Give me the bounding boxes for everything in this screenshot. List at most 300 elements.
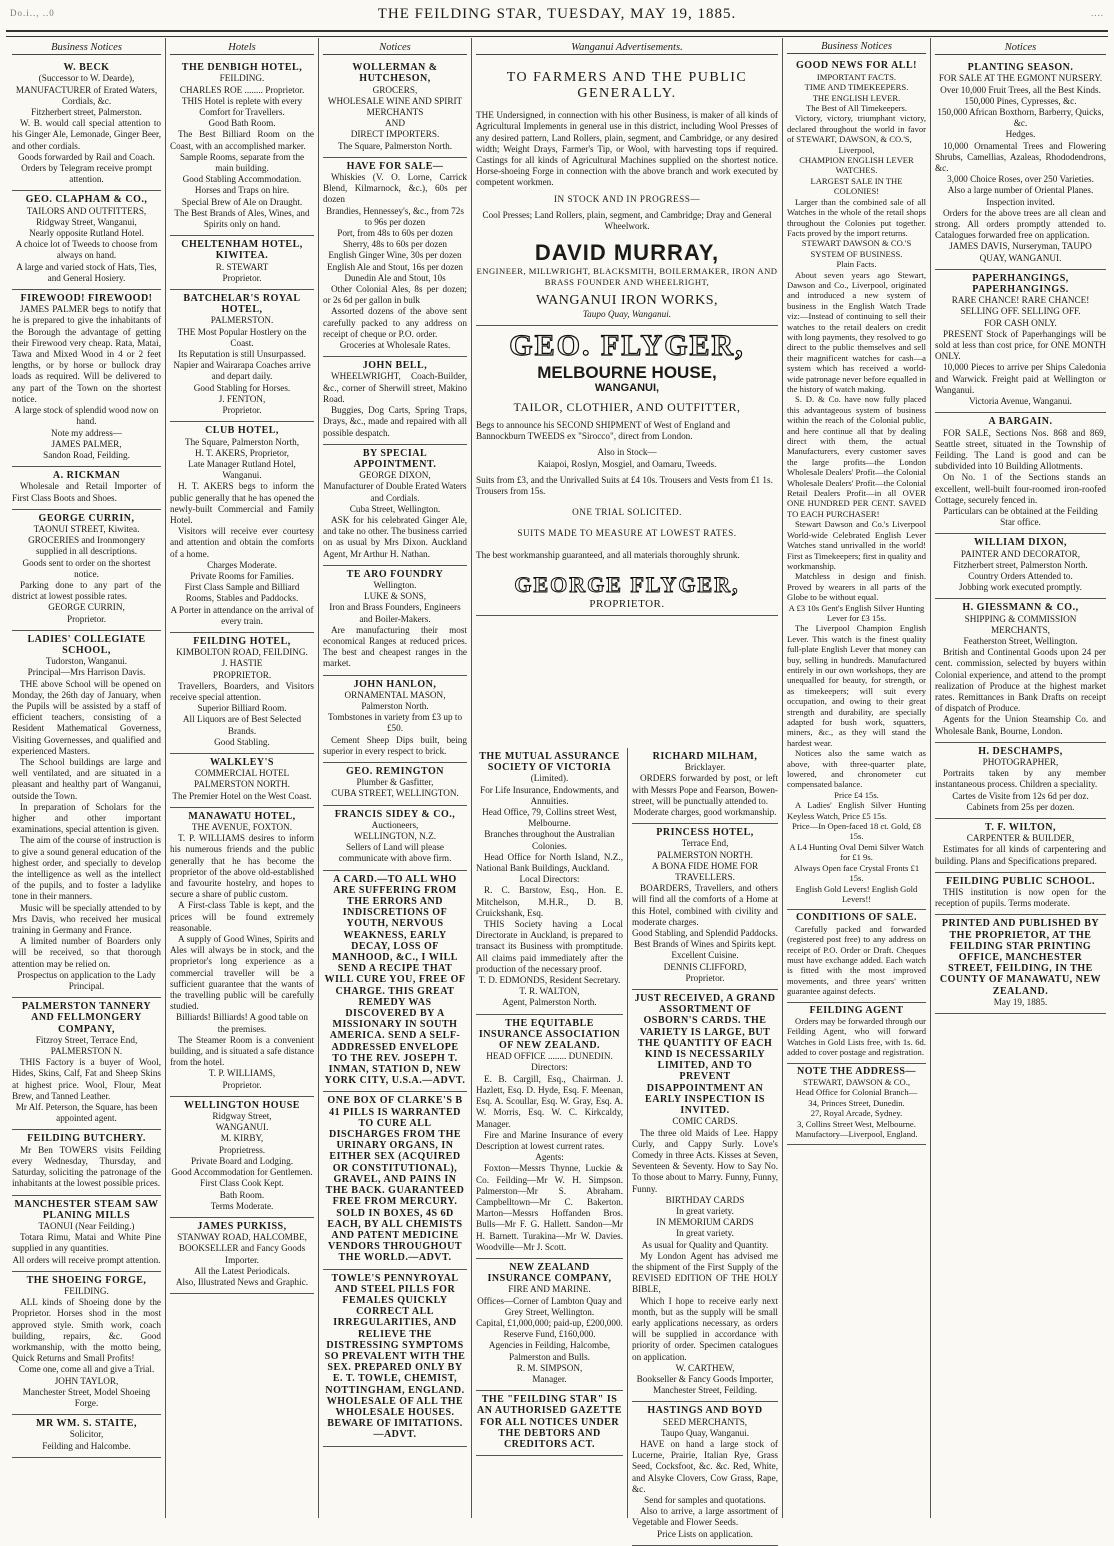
ad-flyger	[476, 326, 778, 616]
ad-heading: A. RICKMAN	[52, 470, 121, 482]
ad-line: Liverpool,	[838, 144, 875, 155]
ad-line: Cement Sheep Dips built, being superior in every respect to brick.	[323, 734, 467, 756]
ad-line: IMPORTANT FACTS.	[816, 71, 897, 82]
advertisement	[787, 910, 926, 1002]
ad-line: Wholesale and Retail Importer of First Class Boots and Shoes.	[12, 481, 161, 503]
advertisement	[170, 422, 314, 633]
ad-line: Good Stabling for Horses.	[193, 382, 291, 393]
ad-line: Auctioneers,	[371, 819, 419, 830]
ad-line: R. STEWART	[215, 261, 269, 272]
ad-line: Charges Moderate.	[207, 559, 277, 570]
ad-heading: THE EQUITABLE INSURANCE ASSOCIATION OF NEW ZEALAND.	[478, 1017, 621, 1052]
ad-line: GEORGE CURRIN,	[48, 602, 125, 613]
ad-line: WELLINGTON, N.Z.	[354, 831, 436, 841]
ad-line: 10,000 Pieces to arrive per Ships Caledonia and Warwick. Freight paid at Wellington or Wanganui.	[935, 362, 1106, 395]
ad-line: Plain Facts.	[836, 259, 877, 270]
ad-line: Agencies in Feilding, Halcombe, Palmerston and Bulls.	[488, 1340, 611, 1362]
ad-line: T. P. WILLIAMS desires to inform his numerous friends and the public generally that he has become the proprietor of the above old-established and favourite hostelry, and hopes to secure a share of public custom.	[170, 833, 314, 900]
advertisement	[12, 1130, 161, 1195]
flyger-signature: GEORGE FLYGER,	[514, 571, 740, 597]
advertisement	[935, 819, 1106, 873]
ad-line: CHARLES ROE ........ Proprietor.	[179, 84, 305, 95]
ad-line: The School buildings are large and well ventilated, and are situated in a pleasant and healthy part of Wanganui, outside the Town.	[12, 756, 161, 801]
ad-heading: A BARGAIN.	[988, 416, 1053, 428]
ad-line: DIRECT IMPORTERS.	[350, 129, 440, 140]
ad-line: TAONUI (Near Feilding.)	[38, 1220, 135, 1231]
ad-line: Manchester Street, Feilding.	[652, 1385, 758, 1396]
ad-line: LUKE & SONS,	[363, 591, 427, 602]
advertisement	[12, 290, 161, 467]
ad-line: Wellington.	[373, 579, 417, 590]
ad-line: Good Stabling.	[214, 736, 270, 747]
ad-heading: H. GIESSMANN & CO.,	[962, 602, 1079, 614]
column-wanganui-advertisements	[472, 42, 782, 747]
ad-line: Jobbing work executed promptly.	[959, 582, 1082, 593]
ad-line: Moderate charges, good workmanship.	[633, 807, 777, 818]
ad-line: Bath Room.	[219, 1189, 265, 1200]
ad-line: Mr Alf. Peterson, the Square, has been appointed agent.	[15, 1102, 158, 1124]
ad-line: E. B. Cargill, Esq., Chairman. J. Hazlett, Esq. D. Hyde, Esq. F. Meenan, Esq. A. Scoullar, Esq. W. Gray, Esq. A. W. Morris, Esq. W. C. Kirkcaldy, Manager.	[476, 1073, 623, 1129]
ad-line: Mr Ben TOWERS visits Feilding every Wednesday, Thursday, and Saturday, soliciting the patronage of the inhabitants at the lowest possible prices.	[12, 1144, 161, 1189]
ad-line: Victory, victory, triumphant victory, declared throughout the world in favor of STEWART, DAWSON, & CO.'S,	[787, 113, 926, 145]
ad-line: English Ginger Wine, 30s per dozen	[328, 250, 462, 261]
ad-line: Good Accommodation for Gentlemen.	[171, 1167, 313, 1178]
ad-line: The three old Maids of Lee. Happy Curly, and Cappy Surly. Love's Comedy in three Acts. Kisses at Seven, Seventeen & Seventy. How to Say No. To those about to Marry. Funny, Funny, Funny.	[632, 1127, 778, 1194]
ad-line: STEWART DAWSON & CO.'S SYSTEM OF BUSINESS.	[801, 238, 912, 259]
ad-heading: PAPERHANGINGS, PAPERHANGINGS.	[972, 272, 1069, 296]
advertisement	[323, 445, 467, 566]
ad-line: Sandon Road, Feilding.	[43, 449, 130, 460]
ad-line: The Liverpool Champion English Lever. This watch is the finest quality full-plate English Lever that money can buy, selling in hundreds. Manufactured entirely in our own workshops, they are unequalled for beauty, for strength, or as timekeepers; will suit every occupation, and owing to their great strength and durability, are specially adapted for bush work, squatters, miners, &c., as they will stand the hardest wear.	[787, 623, 926, 748]
ad-line: Head Office for North Island, N.Z., National Bank Buildings, Auckland.	[476, 851, 623, 874]
ad-line: Cartes de Visite from 12s 6d per doz.	[952, 790, 1089, 801]
ad-line: Particulars can be obtained at the Feilding Star office.	[943, 505, 1098, 528]
ad-line: Fitzherbert street, Palmerston North.	[953, 559, 1088, 570]
ad-line: Good Stabling, and Splendid Paddocks.	[632, 928, 778, 939]
ad-line: Special Brew of Ale on Draught.	[181, 196, 303, 207]
ad-heading: WOLLERMAN & HUTCHESON,	[352, 62, 438, 85]
ad-line: Victoria Avenue, Wanganui.	[969, 396, 1072, 407]
ad-line: Note my address—	[51, 427, 122, 438]
ad-line: SHIPPING & COMMISSION MERCHANTS,	[964, 613, 1077, 635]
ad-heading: MANAWATU HOTEL,	[188, 810, 296, 822]
ad-line: THE ENGLISH LEVER.	[812, 92, 901, 103]
ad-line: Nearly opposite Rutland Hotel.	[29, 228, 144, 239]
ad-line: TAILORS AND OUTFITTERS,	[26, 205, 147, 216]
advertisement	[12, 191, 161, 290]
ad-line: Prospectus on application to the Lady Principal.	[17, 969, 156, 992]
ad-line: Proprietor.	[685, 972, 725, 983]
column-header: Business Notices	[787, 42, 926, 54]
ad-line: Best Brands of Wines and Spirits kept.	[633, 939, 777, 950]
ad-line: Head Office for Colonial Branch—	[795, 1087, 918, 1098]
ad-line: 34, Princes Street, Dunedin.	[808, 1097, 905, 1108]
ad-line: Assorted dozens of the above sent carefully packed to any address on receipt of cheque or P.O. order.	[323, 306, 467, 339]
ad-farmers	[476, 59, 778, 326]
ad-line: H. T. AKERS begs to inform the public generally that he has opened the newly-built Commercial and Family Hotel.	[170, 481, 314, 525]
ad-line: A large stock of splendid wood now on hand.	[14, 405, 159, 427]
advertisement	[632, 748, 778, 824]
ad-line: WHOLESALE WINE AND SPIRIT	[327, 95, 463, 106]
advertisement	[12, 1272, 161, 1415]
advertisement	[935, 873, 1106, 916]
ad-line: Orders by Telegram receive prompt attention.	[21, 163, 152, 185]
ad-heading: RICHARD MILHAM,	[652, 751, 758, 762]
ad-line: H. T. AKERS, Proprietor,	[195, 447, 289, 458]
advertisement	[12, 59, 161, 191]
column-notices-right	[931, 42, 1110, 1516]
ad-line: A Ladies' English Silver Hunting Keyless Watch, Price £5 15s.	[787, 800, 926, 821]
ad-line: SEED MERCHANTS,	[662, 1416, 748, 1427]
ad-heading: W. BECK	[63, 62, 110, 74]
ad-line: Proprietor.	[222, 405, 262, 416]
ad-line: For Life Insurance, Endowments, and Annuities.	[480, 784, 619, 806]
flyger-proprietor: PROPRIETOR.	[589, 597, 665, 610]
ad-heading: PRINTED AND PUBLISHED BY THE PROPRIETOR, AT THE FEILDING STAR PRINTING OFFICE, MANCHESTER STREET, FEILDING, IN THE COUNTY OF MANAWATU, NEW ZEALAND.	[939, 918, 1102, 997]
column-header: Wanganui Advertisements.	[476, 42, 778, 55]
ad-line: The Square, Palmerston North.	[337, 140, 453, 151]
ad-line: (Successor to W. Dearde),	[38, 73, 135, 84]
ad-line: J. HASTIE	[221, 658, 263, 669]
ad-line: Palmerston North.	[361, 700, 429, 711]
flyger-stock-list: Kaiapoi, Roslyn, Mosgiel, and Oamaru, Tweeds.	[537, 458, 717, 469]
ad-line: Directors:	[531, 1062, 568, 1073]
ad-line: Feilding and Halcombe.	[42, 1440, 131, 1451]
ad-line: Agent, Palmerston North.	[502, 997, 597, 1008]
ad-line: BOOKSELLER and Fancy Goods Importer.	[178, 1243, 306, 1265]
ad-line: Country Orders Attended to.	[968, 570, 1073, 581]
ad-line: WHEELWRIGHT, Coach-Builder, &c., corner of Sherwill street, Makino Road.	[323, 371, 467, 404]
ad-heading: CHELTENHAM HOTEL, KIWITEA.	[181, 239, 303, 262]
ad-line: Tudorston, Wanganui.	[45, 656, 128, 667]
ad-line: Carefully packed and forwarded (registered post free) to any address on receipt of P.O. Order or Draft. Cheques must have exchange added. Each watch is fitted with the most improved movements, and three years' written guarantee against defects.	[787, 923, 926, 997]
farmers-body: THE Undersigned, in connection with his other Business, is maker of all kinds of Agricultural Implements in general use in this district, including Wool Presses of any desired pattern, Land Rollers, plain, segment, and Cambridge, or any desired width; Weight Drays, Farmer's Tip, or Wool, with harvesting tops if required. Castings for all kinds of Agricultural Machines supplied on the shortest notice. Horse-shoeing Forge in connection with the above branch and work executed by competent workmen.	[476, 110, 778, 188]
ad-line: Notices also the same watch as above, with three-quarter plate, lowered, and chronometer cut compensated balance.	[787, 748, 926, 790]
ad-line: Its Reputation is still Unsurpassed.	[178, 349, 306, 360]
ad-line: British and Continental Goods upon 24 per cent. commission, selected by buyers within Colonial experience, and attend to the prompt realization of Produce at the highest market rates. Remittances in Bank Drafts on receipt of dispatch of Produce.	[935, 647, 1106, 714]
murray-name: DAVID MURRAY,	[534, 240, 720, 266]
ad-line: Price Lists on application.	[657, 1528, 753, 1539]
advertisement	[12, 1415, 161, 1458]
murray-works: WANGANUI IRON WORKS,	[535, 292, 718, 308]
ad-line: The Premier Hotel on the West Coast.	[172, 790, 312, 801]
ad-heading: NEW ZEALAND INSURANCE COMPANY,	[487, 1261, 612, 1285]
ad-line: Taupo Quay, Wanganui.	[660, 1427, 750, 1438]
ad-line: THE AVENUE, FOXTON.	[191, 822, 293, 832]
ad-line: THE Most Popular Hostlery on the Coast.	[177, 326, 307, 348]
ad-line: S. D. & Co. have now fully placed this advantageous system of business within the reach of the Colonial public, and here continue all that by dealing direct with them, the actual Manufacturers, every customer saves the large profits—the London Wholesale Dealers' Profit—the Colonial Wholesale Dealers' Profit—the Colonial Retail Dealers Profit—in all OVER ONE HUNDRED PER CENT. SAVED TO EACH PURCHASER!	[787, 394, 926, 519]
ad-line: In preparation of Scholars for the higher and other important examinations, special attention is given.	[12, 801, 161, 835]
ad-line: On No. 1 of the Sections stands an excellent, well-built four-roomed iron-roofed Cottage, securely fenced in.	[935, 472, 1106, 505]
ad-line: Tombstones in variety from £3 up to £50.	[327, 712, 463, 734]
advertisement	[323, 676, 467, 763]
ad-line: 3,000 Choice Roses, over 250 Varieties.	[947, 174, 1094, 185]
ad-line: A £3 10s Gent's English Silver Hunting Lever for £3 15s.	[788, 602, 925, 623]
ad-heading: NOTE THE ADDRESS—	[797, 1065, 916, 1077]
ad-line: Branches throughout the Australian Colonies.	[484, 829, 615, 851]
ad-heading: GEO. REMINGTON	[346, 765, 444, 777]
ad-heading: FRANCIS SIDEY & CO.,	[334, 808, 456, 820]
ad-line: Manager.	[532, 1373, 567, 1384]
ad-line: Superior Billiard Room.	[197, 703, 287, 714]
ad-heading: GEORGE CURRIN,	[38, 512, 135, 524]
murray-trade: ENGINEER, MILLWRIGHT, BLACKSMITH, BOILERMAKER, IRON AND BRASS FOUNDER AND WHEELRIGHT,	[476, 266, 778, 288]
ad-line: Hedges.	[1005, 129, 1036, 140]
advertisement	[476, 1391, 623, 1456]
ad-line: Bookseller & Fancy Goods Importer,	[636, 1373, 774, 1384]
ad-line: Private Rooms for Families.	[190, 570, 294, 581]
ad-line: Excellent Cuisine.	[671, 950, 739, 961]
masthead-right-mark: ....	[1091, 8, 1104, 18]
ad-line: Napier and Wairarapa Coaches arrive and depart daily.	[173, 360, 311, 382]
ad-line: Local Directors:	[519, 874, 580, 885]
ad-line: THIS institution is now open for the reception of pupils. Terms moderate.	[935, 887, 1106, 909]
ad-line: Late Manager Rutland Hotel, Wanganui.	[188, 458, 296, 481]
ad-heading: FEILDING AGENT	[809, 1004, 904, 1016]
ad-heading: HASTINGS AND BOYD	[647, 1405, 763, 1417]
advertisement	[12, 1196, 161, 1272]
ad-line: M. KIRBY,	[220, 1133, 264, 1144]
ad-line: WANGANUI.	[215, 1122, 269, 1133]
column-misc-notices	[628, 748, 782, 1539]
ad-line: KIMBOLTON ROAD, FEILDING.	[176, 647, 308, 658]
column-header: Notices	[323, 42, 467, 55]
ad-line: Over 10,000 Fruit Trees, all the Best Kinds.	[940, 84, 1101, 95]
ad-heading: PRINCESS HOTEL,	[656, 827, 754, 839]
ad-line: The Best Billiard Room on the Coast, with an accomplished marker.	[170, 129, 314, 151]
advertisement	[170, 290, 314, 422]
ad-line: My London Agent has advised me the shipment of the First Supply of the REVISED EDITION OF THE HOLY BIBLE,	[632, 1250, 778, 1295]
column-notices	[319, 42, 471, 1516]
flyger-town: WANGANUI,	[594, 381, 660, 394]
advertisement	[323, 566, 467, 676]
ad-line: MANUFACTURER of Erated Waters, Cordials, &c.	[15, 84, 158, 106]
ad-line: JAMES DAVIS, Nurseryman, TAUPO QUAY, WANGANUI.	[949, 241, 1092, 263]
ad-heading: TE ARO FOUNDRY	[346, 568, 444, 580]
ad-heading: T. F. WILTON,	[984, 822, 1057, 833]
ad-heading: TOWLE'S PENNYROYAL AND STEEL PILLS FOR FEMALES QUICKLY CORRECT ALL IRREGULARITIES, AND RELIEVE THE DISTRESSING SYMPTOMS SO PREVALENT WITH THE SEX. PREPARED ONLY BY E. T. TOWLE, CHEMIST, NOTTINGHAM, ENGLAND. WHOLESALE OF ALL THE WHOLESALE HOUSES. BEWARE OF IMITATIONS.—ADVT.	[324, 1272, 466, 1441]
ad-line: Private Board and Lodging.	[190, 1155, 294, 1166]
ad-line: IN MEMORIUM CARDS	[656, 1217, 754, 1228]
ad-line: Orders may be forwarded through our Feilding Agent, who will forward Watches in Gold Lists free, with 1s. 6d. added to cover postage and registration.	[787, 1015, 926, 1058]
flyger-title: GEO. FLYGER,	[509, 328, 745, 362]
ad-line: Cabinets from 25s per dozen.	[966, 801, 1075, 812]
ad-line: TIME AND TIMEKEEPERS.	[804, 82, 909, 93]
ad-line: Dunedin Ale and Stout, 10s	[344, 272, 446, 283]
ad-line: JAMES PALMER,	[51, 438, 122, 449]
ad-line: 3, Collins Street West, Melbourne.	[797, 1118, 916, 1129]
ad-line: Groceries at Wholesale Rates.	[339, 340, 451, 351]
advertisement	[323, 871, 467, 1093]
ad-heading: GEO. CLAPHAM & CO.,	[25, 194, 148, 206]
ad-heading: THE MUTUAL ASSURANCE SOCIETY OF VICTORIA	[479, 751, 620, 774]
ad-line: Fitzherbert street, Palmerston.	[31, 107, 142, 118]
ads-list	[170, 59, 314, 1294]
ad-line: Parking done to any part of the district at lowest possible rates.	[12, 579, 161, 602]
advertisement	[935, 534, 1106, 599]
ad-line: TAONUI STREET, Kiwitea.	[33, 523, 140, 534]
ad-line: The Steamer Room is a convenient building, and is situated a safe distance from the hotel.	[170, 1034, 314, 1068]
advertisement	[170, 754, 314, 808]
ad-line: Whiskies (V. O. Lorne, Carrick Blend, Kilmarnock, &c.), 60s per dozen	[323, 172, 467, 205]
advertisement	[170, 59, 314, 236]
ad-line: W. CARTHEW,	[675, 1362, 735, 1373]
ad-line: Good Stabling Accommodation.	[182, 174, 302, 185]
ad-line: (Limited).	[530, 773, 569, 784]
ad-line: The Square, Palmerston North,	[184, 436, 300, 447]
ad-line: The aim of the course of instruction is to give a sound general education of the highest order, and specially to develop the intelligence as well as the intellect of the pupils, and to foster a ladylike tone in their manners.	[12, 835, 161, 902]
ad-line: Other Colonial Ales, 8s per dozen; or 2s 6d per gallon in bulk	[323, 284, 467, 306]
ad-line: THIS Hotel is replete with every Comfort for Travellers.	[181, 95, 303, 118]
advertisement	[323, 357, 467, 444]
ad-line: Featherston Street, Wellington.	[963, 635, 1078, 646]
ad-line: Inspection invited.	[986, 196, 1055, 207]
ad-line: J. FENTON,	[218, 393, 266, 404]
ad-line: Proprietor.	[66, 613, 107, 624]
ad-heading: CONDITIONS OF SALE.	[795, 912, 918, 924]
ad-line: Ridgway Street, Wanganui,	[36, 216, 137, 227]
flyger-trade: TAILOR, CLOTHIER, AND OUTFITTER,	[513, 400, 741, 415]
masthead-left-mark: Do.i.., ..0	[10, 8, 55, 18]
ad-line: PALMERSTON.	[210, 315, 274, 326]
advertisement	[170, 1097, 314, 1218]
ad-line: HAVE on hand a large stock of Lucerne, Prairie, Italian Rye, Grass Seed, Cocksfoot, &c. &c. Red, White, and Alsyke Clovers, Cow Grass, Rape, &c.	[632, 1438, 778, 1494]
ad-line: Billiards! Billiards! A good table on the premises.	[176, 1012, 308, 1034]
ad-line: A BONA FIDE HOME FOR TRAVELLERS.	[651, 860, 759, 883]
ad-line: Are manufacturing their most economical Ranges at reduced prices. The best and cheapest ranges in the market.	[323, 624, 467, 669]
ad-line: Always Open face Crystal Fronts £1 15s.	[793, 862, 920, 884]
ad-line: MERCHANTS	[366, 107, 424, 118]
ad-line: Price £4 15s.	[834, 789, 879, 800]
ad-line: LARGEST SALE IN THE COLONIES!	[810, 175, 903, 197]
ad-line: Fire and Marine Insurance of every Description at lowest current rates.	[476, 1129, 623, 1151]
ad-heading: GOOD NEWS FOR ALL!	[796, 60, 917, 72]
ad-line: ORNAMENTAL MASON,	[344, 689, 446, 700]
ad-heading: WELLINGTON HOUSE	[184, 1099, 300, 1111]
ad-line: 27, Royal Arcade, Sydney.	[810, 1108, 903, 1119]
advertisement	[323, 1092, 467, 1269]
flyger-suits: Suits from £3, and the Unrivalled Suits at £4 10s. Trousers and Vests from £1 1s. Trousers from 15s.	[476, 474, 773, 497]
ad-line: English Ale and Stout, 16s per dozen	[326, 261, 463, 272]
ad-line: As usual for Quality and Quantity.	[641, 1239, 769, 1250]
ad-line: All Liquors are of Best Selected Brands.	[182, 714, 302, 736]
ad-heading: WILLIAM DIXON,	[973, 537, 1068, 549]
ad-line: Bricklayer.	[684, 762, 726, 773]
ad-line: Sherry, 48s to 60s per dozen	[342, 239, 448, 250]
ad-line: A large and varied stock of Hats, Ties, and General Hosiery.	[16, 261, 157, 283]
ad-line: First Class Cook Kept.	[200, 1178, 284, 1189]
masthead	[0, 6, 1114, 30]
ad-line: A choice lot of Tweeds to choose from always on hand.	[15, 239, 158, 261]
ad-line: COMMERCIAL HOTEL	[194, 768, 290, 779]
flyger-body: Begs to announce his SECOND SHIPMENT of West of England and Bannockburn TWEEDS ex "Sirocco", direct from London.	[476, 420, 731, 442]
farmers-stock: IN STOCK AND IN PROGRESS—	[553, 193, 701, 204]
ad-line: RARE CHANCE! RARE CHANCE!	[951, 295, 1090, 306]
ad-line: JAMES PALMER begs to notify that he is prepared to give the inhabitants of the Borough the advantage of getting their Firewood very cheap. Rata, Matai, Tawa and Mixed Wood in 4 or 2 feet lengths, or by horse or bullock dray loads as required. Will be delivered to any part of the Town on the shortest notice.	[12, 304, 161, 404]
ad-line: May 19, 1885.	[993, 996, 1048, 1007]
ad-line: ORDERS forwarded by post, or left with Messrs Pope and Fearson, Bowen-street, will be punctually attended to.	[632, 773, 778, 806]
ad-line: Horses and Traps on hire.	[194, 185, 290, 196]
ad-line: Portraits taken by any member instantaneous process. Children a speciality.	[935, 768, 1106, 790]
ad-line: In great variety.	[676, 1205, 734, 1216]
ad-line: Larger than the combined sale of all Watches in the whole of the retail shops throughout the Colonies put together. Facts proved by the import returns.	[787, 196, 926, 238]
ad-line: BIRTHDAY CARDS	[665, 1194, 745, 1205]
ad-line: Proprietor.	[222, 1079, 262, 1090]
advertisement	[323, 806, 467, 871]
advertisement	[632, 1402, 778, 1545]
advertisement	[323, 763, 467, 806]
ad-line: GROCERS,	[372, 84, 418, 95]
ad-line: Plumber & Gasfitter,	[356, 777, 434, 788]
ad-line: CUBA STREET, WELLINGTON.	[331, 788, 459, 799]
ad-heading: CLUB HOTEL,	[205, 425, 279, 437]
ad-line: GEORGE DIXON,	[359, 470, 431, 481]
column-hotels	[166, 42, 318, 1516]
ad-line: Also, Illustrated News and Graphic.	[175, 1276, 309, 1287]
advertisement	[935, 915, 1106, 1014]
advertisement	[632, 990, 778, 1402]
ad-line: Also to arrive, a large assortment of Vegetable and Flower Seeds.	[632, 1506, 778, 1528]
ad-line: ASK for his celebrated Ginger Ale, and take no other. The business carried on as usual by Mrs Dixon. Auckland Agent, Mr Arthur H. Nathan.	[323, 514, 467, 559]
ad-heading: JUST RECEIVED, A GRAND ASSORTMENT OF OSBORN'S CARDS. THE VARIETY IS LARGE, BUT THE QUANTITY OF EACH KIND IS NECESSARILY LIMITED, AND TO PREVENT DISAPPOINTMENT AN EARLY INSPECTION IS INVITED.	[634, 993, 776, 1117]
ad-line: T. D. EDMONDS, Resident Secretary.	[478, 975, 621, 986]
ad-heading: THE "FEILDING STAR" IS AN AUTHORISED GAZETTE FOR ALL NOTICES UNDER THE DEBTORS AND CREDITORS ACT.	[477, 1394, 622, 1450]
flyger-house: MELBOURNE HOUSE,	[537, 362, 717, 382]
ad-line: 150,000 Pines, Cypresses, &c.	[964, 95, 1077, 106]
ad-line: THIS Society having a Local Directorate in Auckland, is prepared to transact its Business with promptitude. All claims paid immediately after the production of the necessary proof.	[476, 919, 623, 974]
ad-line: Manchester Street, Model Shoeing Forge.	[22, 1386, 151, 1408]
advertisement	[170, 236, 314, 290]
ad-line: PRESENT Stock of Paperhangings will be sold at less than cost price, for ONE MONTH ONLY.	[935, 328, 1106, 362]
ad-line: Port, from 48s to 60s per dozen	[337, 228, 453, 239]
flyger-measure: SUITS MADE TO MEASURE AT LOWEST RATES.	[517, 528, 737, 539]
ad-heading: ONE BOX OF CLARKE'S B 41 PILLS IS WARRANTED TO CURE ALL DISCHARGES FROM THE URINARY ORGANS, IN EITHER SEX (ACQUIRED OR CONSTITUTIONAL), GRAVEL, AND PAINS IN THE BACK. GUARANTEED FREE FROM MERCURY. SOLD IN BOXES, 4S 6D EACH, BY ALL CHEMISTS AND PATENT MEDICINE VENDORS THROUGHOUT THE WORLD.—ADVT.	[325, 1095, 465, 1264]
ad-line: FIRE AND MARINE.	[508, 1284, 591, 1295]
advertisement	[12, 510, 161, 631]
ad-line: A Porter in attendance on the arrival of every train.	[170, 604, 314, 626]
ad-heading: THE DENBIGH HOTEL,	[181, 62, 303, 74]
ad-heading: THE SHOEING FORGE,	[26, 1274, 147, 1286]
ad-line: JOHN TAYLOR,	[54, 1375, 119, 1386]
ad-heading: FEILDING PUBLIC SCHOOL.	[945, 875, 1096, 887]
ad-line: Fitzroy Street, Terrace End, PALMERSTON N.	[35, 1034, 138, 1057]
ad-line: FOR CASH ONLY.	[984, 317, 1057, 328]
advertisement	[170, 1218, 314, 1294]
ad-line: 150,000 African Boxthorn, Barberry, Quicks, &c.	[937, 107, 1104, 129]
ad-line: Music will be specially attended to by Mrs Davis, who received her musical training in Germany and France.	[12, 902, 161, 936]
ad-line: Also a large number of Oriental Planes.	[947, 185, 1094, 196]
ad-line: SELLING OFF. SELLING OFF.	[960, 306, 1081, 317]
ad-line: FOR SALE AT THE EGMONT NURSERY.	[938, 73, 1103, 84]
ads-list	[935, 59, 1106, 1014]
ad-line: Cuba Street, Wellington.	[349, 503, 441, 514]
advertisement	[787, 58, 926, 910]
farmers-list: Cool Presses; Land Rollers, plain, segment, and Cambridge; Dray and General Wheelwork.	[482, 209, 772, 232]
ad-heading: BY SPECIAL APPOINTMENT.	[353, 447, 437, 470]
ad-line: Matchless in design and finish. Proved by wearers in all parts of the Globe to be without equal.	[787, 571, 926, 603]
ad-line: A L4 Hunting Oval Demi Silver Watch for £1 9s.	[789, 841, 924, 863]
ad-line: Iron and Brass Founders, Engineers and Boiler-Makers.	[329, 602, 461, 624]
ad-line: PHOTOGRAPHER,	[982, 756, 1059, 767]
ad-line: Which I hope to receive early next month, but as the supply will be small early applications necessary, as orders will be supplied in accordance with priority of order. Specimen catalogues on application.	[632, 1295, 778, 1362]
ad-line: The Best Brands of Ales, Wines, and Spirits only on hand.	[174, 207, 310, 230]
advertisement	[323, 1270, 467, 1447]
ad-line: Principal—Mrs Harrison Davis.	[27, 667, 146, 678]
ad-line: Good Bath Room.	[208, 118, 276, 129]
ad-heading: FEILDING BUTCHERY.	[27, 1133, 146, 1145]
advertisement	[935, 743, 1106, 819]
ad-line: Terrace End,	[681, 838, 729, 849]
